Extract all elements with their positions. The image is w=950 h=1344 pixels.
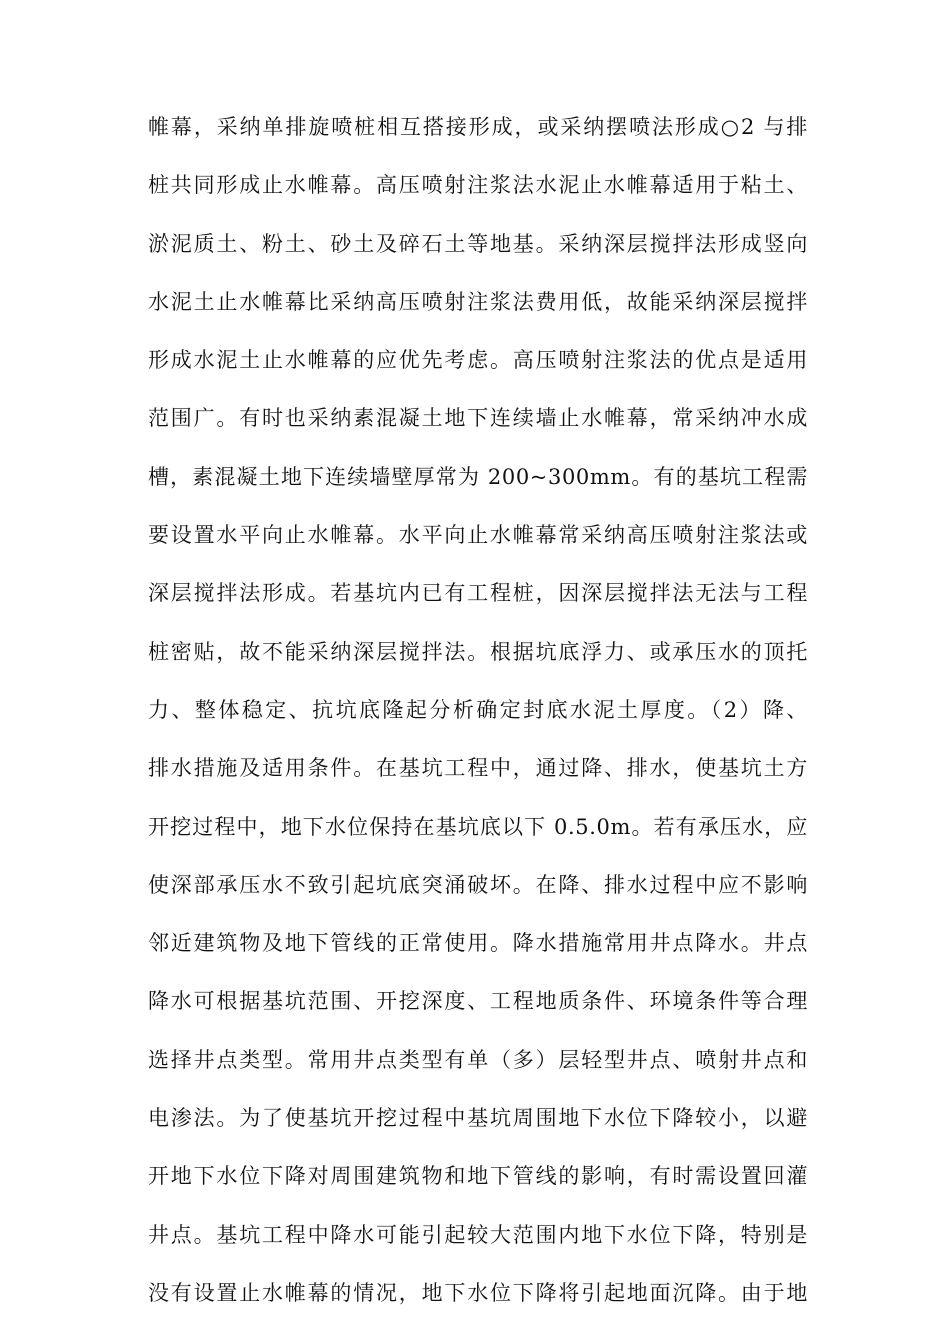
text-line: 开挖过程中，地下水位保持在基坑底以下 0.5.0m。若有承压水，应 [148,814,808,839]
text-line: 水泥土止水帷幕比采纳高压喷射注浆法费用低，故能采纳深层搅拌 [148,289,808,314]
text-line: 电渗法。为了使基坑开挖过程中基坑周围地下水位下降较小，以避 [148,1106,808,1131]
text-line: 排水措施及适用条件。在基坑工程中，通过降、排水，使基坑土方 [148,756,808,781]
text-line: 邻近建筑物及地下管线的正常使用。降水措施常用井点降水。井点 [148,931,808,956]
text-line: 形成水泥土止水帷幕的应优先考虑。高压喷射注浆法的优点是适用 [148,348,808,373]
text-line: 桩共同形成止水帷幕。高压喷射注浆法水泥止水帷幕适用于粘土、 [148,173,808,198]
text-line: 帷幕，采纳单排旋喷桩相互搭接形成，或采纳摆喷法形成○2 与排 [148,115,808,139]
body-text [148,117,808,1341]
text-line: 井点。基坑工程中降水可能引起较大范围内地下水位下降，特别是 [148,1222,808,1247]
text-line: 选择井点类型。常用井点类型有单（多）层轻型井点、喷射井点和 [148,1047,808,1072]
text-line: 没有设置止水帷幕的情况，地下水位下降将引起地面沉降。由于地 [148,1280,808,1305]
text-line: 要设置水平向止水帷幕。水平向止水帷幕常采纳高压喷射注浆法或 [148,523,808,548]
text-line: 力、整体稳定、抗坑底隆起分析确定封底水泥土厚度。（2）降、 [148,697,808,722]
text-line: 使深部承压水不致引起坑底突涌破坏。在降、排水过程中应不影响 [148,872,808,897]
text-line: 槽，素混凝土地下连续墙壁厚常为 200~300mm。有的基坑工程需 [148,464,808,489]
text-line: 淤泥质土、粉土、砂土及碎石土等地基。采纳深层搅拌法形成竖向 [148,231,808,256]
text-line: 深层搅拌法形成。若基坑内已有工程桩，因深层搅拌法无法与工程 [148,581,808,606]
text-line: 降水可根据基坑范围、开挖深度、工程地质条件、环境条件等合理 [148,989,808,1014]
text-line: 开地下水位下降对周围建筑物和地下管线的影响，有时需设置回灌 [148,1164,808,1189]
text-line: 范围广。有时也采纳素混凝土地下连续墙止水帷幕，常采纳冲水成 [148,406,808,431]
text-line: 桩密贴，故不能采纳深层搅拌法。根据坑底浮力、或承压水的顶托 [148,639,808,664]
